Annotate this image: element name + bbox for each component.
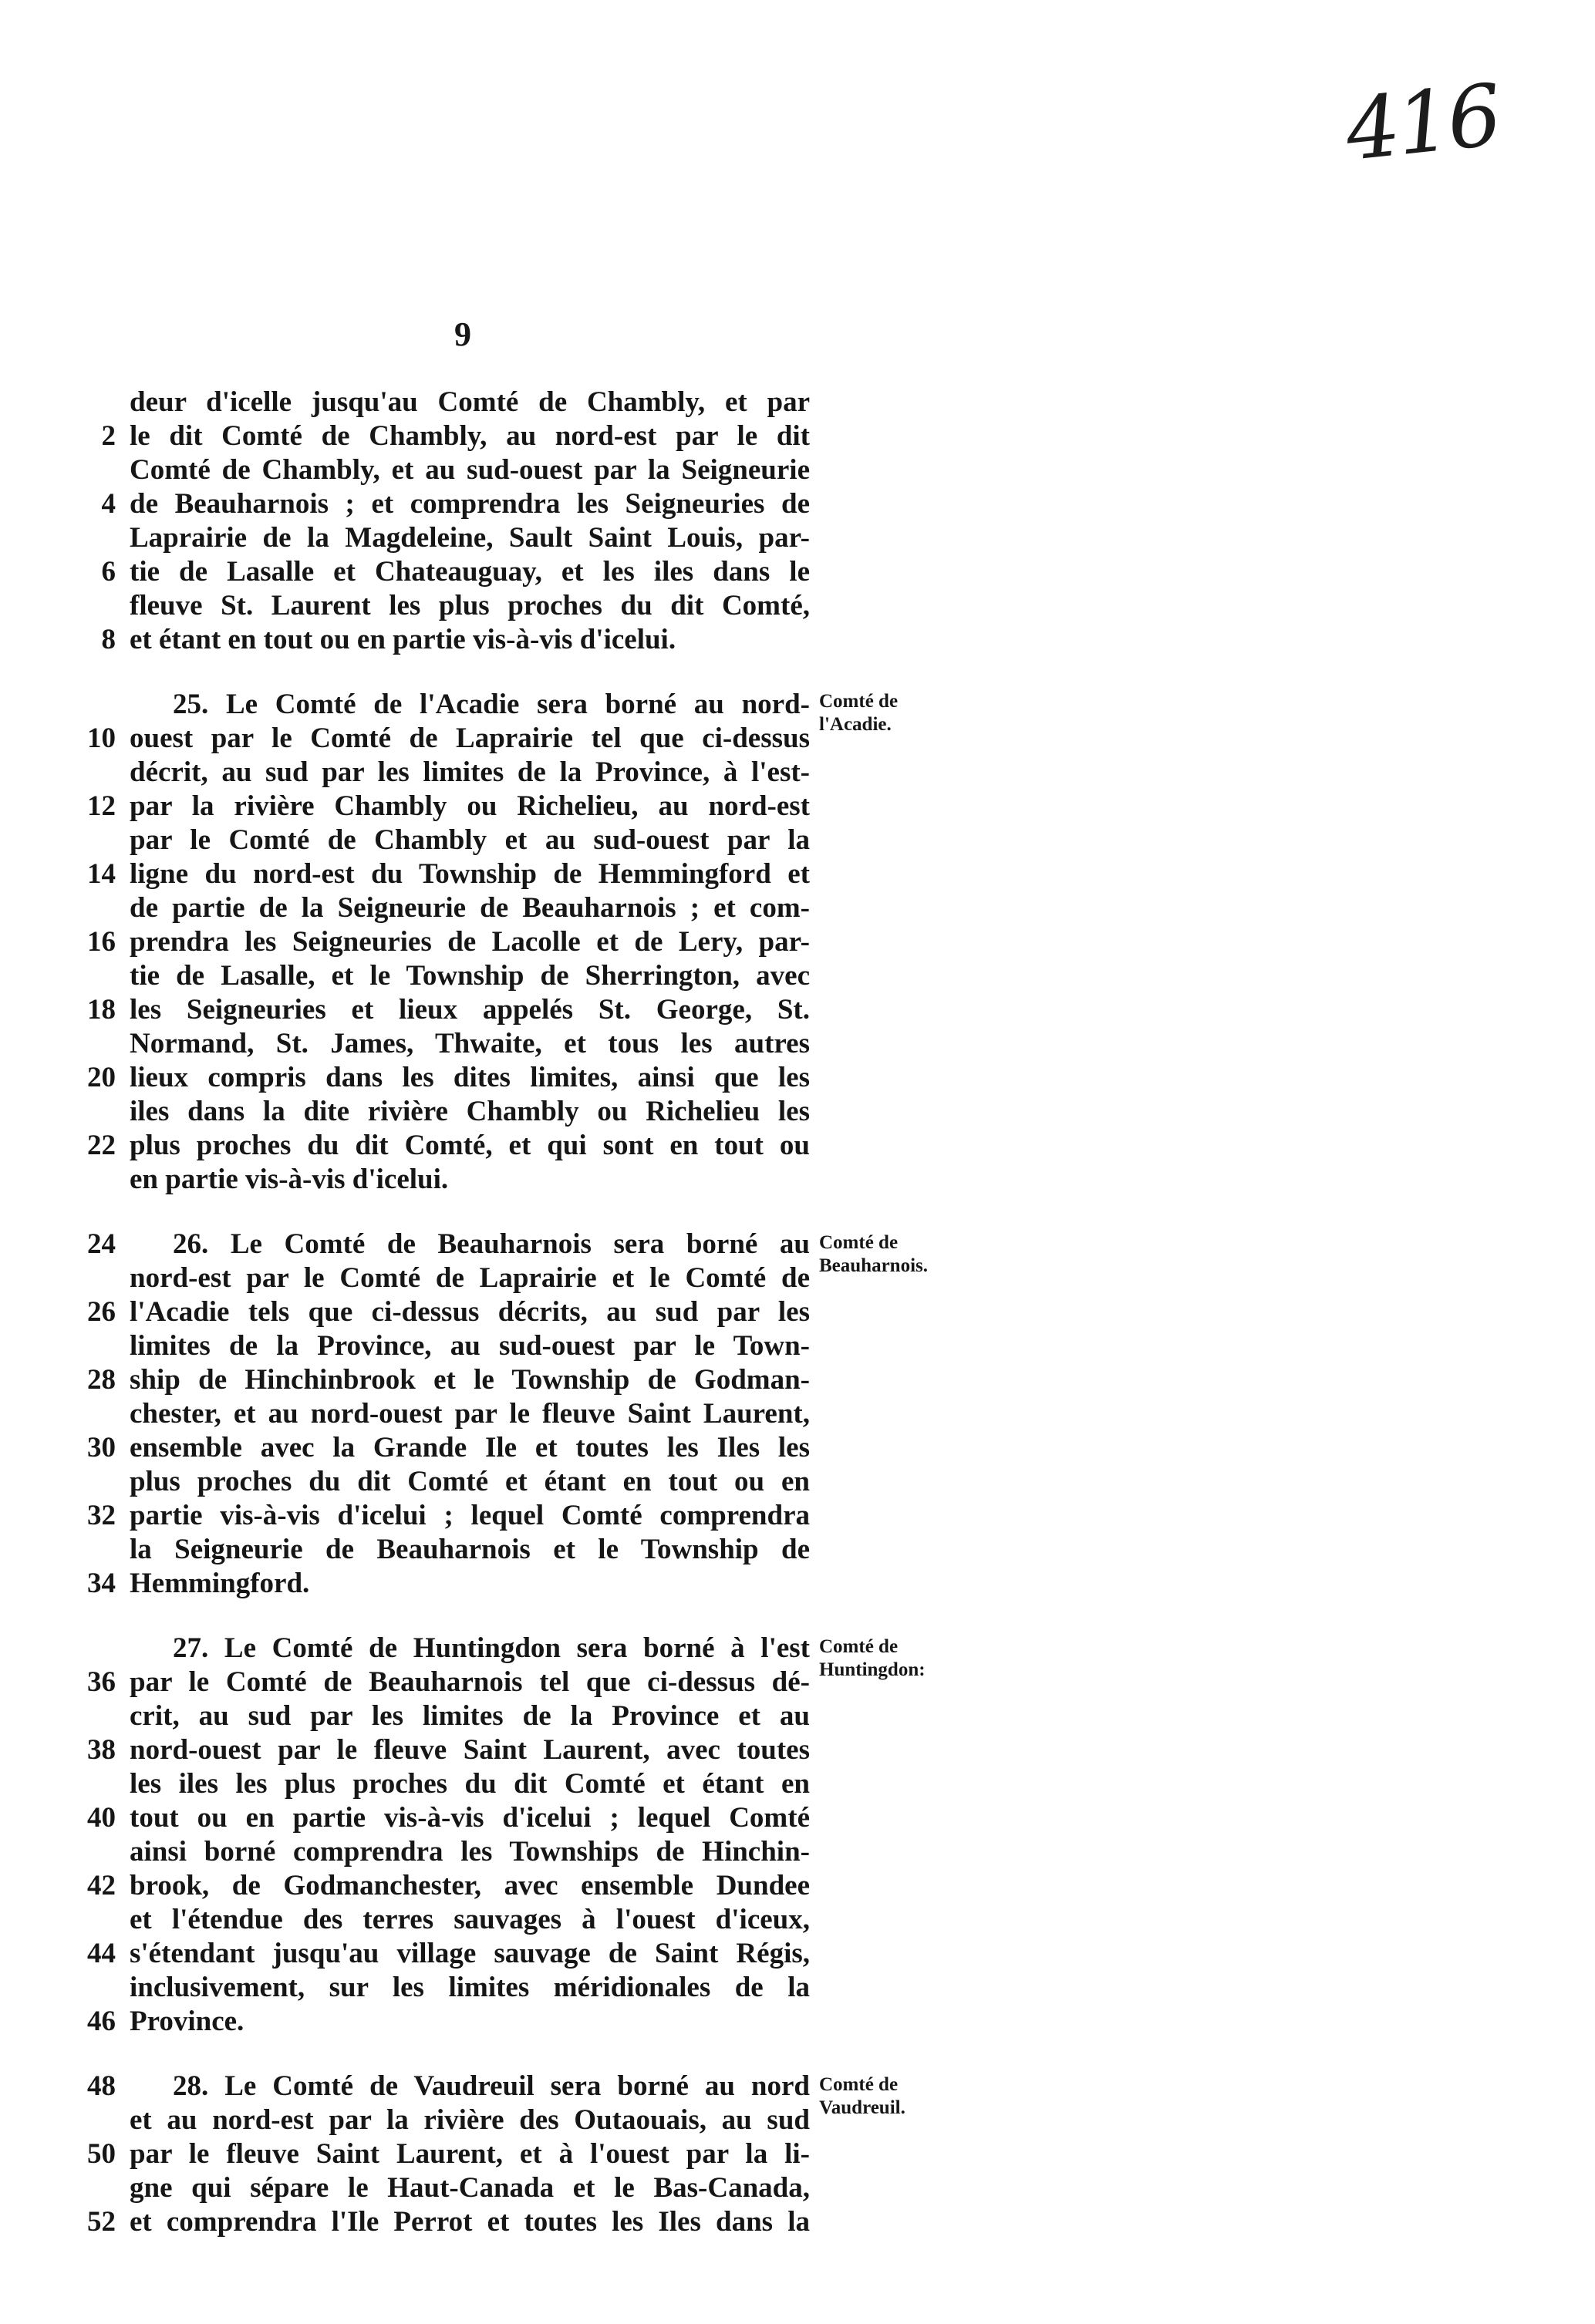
line-number [68,891,116,925]
line-number [68,1632,116,1666]
text-line: et comprendra l'Ile Perrot et toutes les Iles dans la [130,2206,810,2238]
text-line: ship de Hinchinbrook et le Township de Godman- [130,1364,810,1396]
line-number [68,1903,116,1937]
text-line: la Seigneurie de Beauharnois et le Township de [130,1534,810,1565]
line-number: 34 [87,1568,116,1599]
text-line: Province. [130,2006,244,2037]
line-number: 2 [101,420,116,452]
page-number: 9 [454,315,471,353]
text-line: le dit Comté de Chambly, au nord-est par le dit [130,420,810,452]
text-line: en partie vis-à-vis d'icelui. [130,1164,449,1195]
line-number: 28 [87,1364,116,1396]
text-line: tie de Lasalle, et le Township de Sherrington, avec [130,960,810,992]
text-line: de Beauharnois ; et comprendra les Seigneuries de [130,488,810,520]
line-number [68,2171,116,2205]
text-line: fleuve St. Laurent les plus proches du dit Comté, [130,590,810,621]
text-line: plus proches du dit Comté et étant en tout ou en [130,1466,810,1497]
margin-note-line1: Comté de [819,691,899,712]
text-line: 26. Le Comté de Beauharnois sera borné au [173,1228,810,1260]
line-number [68,589,116,623]
margin-note-line1: Comté de [819,1232,899,1253]
margin-note [819,1231,942,1278]
line-number [68,1767,116,1801]
line-number [68,1971,116,2005]
line-number [68,688,116,722]
text-line: brook, de Godmanchester, avec ensemble Dundee [130,1870,810,1901]
text-line: par le fleuve Saint Laurent, et à l'ouest par la li- [130,2138,810,2170]
margin-note-line2: Huntingdon: [819,1659,926,1680]
text-line: iles dans la dite rivière Chambly ou Richelieu les [130,1096,810,1127]
text-line: ligne du nord-est du Township de Hemmingford et [130,858,810,890]
line-number: 14 [87,858,116,890]
line-number [68,959,116,993]
text-line: 28. Le Comté de Vaudreuil sera borné au nord [173,2070,810,2102]
line-number [68,1261,116,1295]
text-line: les iles les plus proches du dit Comté et étant en [130,1768,810,1800]
line-number [68,1095,116,1129]
line-number: 40 [87,1802,116,1834]
handwritten-folio: 416 [1340,66,1504,180]
margin-note [819,1635,942,1682]
line-number [68,1329,116,1363]
text-line: tout ou en partie vis-à-vis d'icelui ; lequel Comté [130,1802,810,1834]
line-number [68,453,116,487]
margin-note-line1: Comté de [819,2074,899,2095]
line-number: 22 [87,1130,116,1161]
text-line: nord-ouest par le fleuve Saint Laurent, avec toutes [130,1734,810,1766]
text-line: Hemmingford. [130,1568,310,1599]
line-number: 18 [87,994,116,1026]
text-line: s'étendant jusqu'au village sauvage de Saint Régis, [130,1938,810,1969]
line-number: 44 [87,1938,116,1969]
line-number [68,386,116,419]
line-number: 42 [87,1870,116,1901]
line-number [68,1027,116,1061]
text-line: tie de Lasalle et Chateauguay, et les iles dans le [130,556,810,588]
line-number: 6 [101,556,116,588]
text-line: par la rivière Chambly ou Richelieu, au nord-est [130,790,810,822]
line-number: 12 [87,790,116,822]
line-number [68,1397,116,1431]
margin-note-line1: Comté de [819,1636,899,1657]
line-number [68,1465,116,1499]
text-line: partie vis-à-vis d'icelui ; lequel Comté comprendra [130,1500,810,1531]
line-number [68,1699,116,1733]
margin-note-line2: l'Acadie. [819,714,892,735]
line-number: 32 [87,1500,116,1531]
line-number: 8 [101,624,116,655]
text-line: nord-est par le Comté de Laprairie et le Comté de [130,1262,810,1294]
text-line: Laprairie de la Magdeleine, Sault Saint Louis, par- [130,522,810,554]
line-number [68,1835,116,1869]
line-number: 24 [87,1228,116,1260]
text-line: par le Comté de Chambly et au sud-ouest par la [130,824,810,856]
line-number [68,1533,116,1567]
line-number [68,2103,116,2137]
text-line: ensemble avec la Grande Ile et toutes les Iles les [130,1432,810,1463]
line-number: 36 [87,1666,116,1698]
text-line: lieux compris dans les dites limites, ainsi que les [130,1062,810,1093]
text-line: Normand, St. James, Thwaite, et tous les autres [130,1028,810,1059]
line-number [68,756,116,790]
text-line: inclusivement, sur les limites méridionales de la [130,1972,810,2003]
text-line: ouest par le Comté de Laprairie tel que ci-dessus [130,722,810,754]
text-line: les Seigneuries et lieux appelés St. George, St. [130,994,810,1026]
text-line: prendra les Seigneuries de Lacolle et de Lery, par- [130,926,810,958]
line-number: 52 [87,2206,116,2238]
line-number [68,1163,116,1197]
line-number: 10 [87,722,116,754]
text-line: et l'étendue des terres sauvages à l'ouest d'iceux, [130,1904,810,1935]
line-number: 48 [87,2070,116,2102]
text-line: crit, au sud par les limites de la Province et au [130,1700,810,1732]
text-line: 27. Le Comté de Huntingdon sera borné à l'est [173,1632,810,1664]
line-number: 50 [87,2138,116,2170]
margin-note [819,2073,942,2120]
margin-note [819,690,942,736]
text-line: ainsi borné comprendra les Townships de Hinchin- [130,1836,810,1868]
line-number: 30 [87,1432,116,1463]
line-number: 20 [87,1062,116,1093]
margin-note-line2: Beauharnois. [819,1255,929,1276]
text-line: gne qui sépare le Haut-Canada et le Bas-Canada, [130,2172,810,2204]
line-number: 4 [101,488,116,520]
text-line: de partie de la Seigneurie de Beauharnois ; et com- [130,892,810,924]
text-line: et au nord-est par la rivière des Outaouais, au sud [130,2104,810,2136]
line-number: 46 [87,2006,116,2037]
line-number: 26 [87,1296,116,1328]
text-line: 25. Le Comté de l'Acadie sera borné au nord- [173,689,810,720]
text-line: chester, et au nord-ouest par le fleuve Saint Laurent, [130,1398,810,1430]
text-line: l'Acadie tels que ci-dessus décrits, au sud par les [130,1296,810,1328]
line-number: 16 [87,926,116,958]
line-number: 38 [87,1734,116,1766]
text-line: par le Comté de Beauharnois tel que ci-dessus dé- [130,1666,810,1698]
line-number [68,521,116,555]
text-line: deur d'icelle jusqu'au Comté de Chambly, et par [130,386,810,418]
text-line: décrit, au sud par les limites de la Province, à l'est- [130,756,810,788]
margin-note-line2: Vaudreuil. [819,2097,905,2118]
text-line: plus proches du dit Comté, et qui sont en tout ou [130,1130,810,1161]
text-line: Comté de Chambly, et au sud-ouest par la Seigneurie [130,454,810,486]
text-line: limites de la Province, au sud-ouest par le Town- [130,1330,810,1362]
line-number [68,824,116,857]
text-line: et étant en tout ou en partie vis-à-vis d'icelui. [130,624,676,655]
